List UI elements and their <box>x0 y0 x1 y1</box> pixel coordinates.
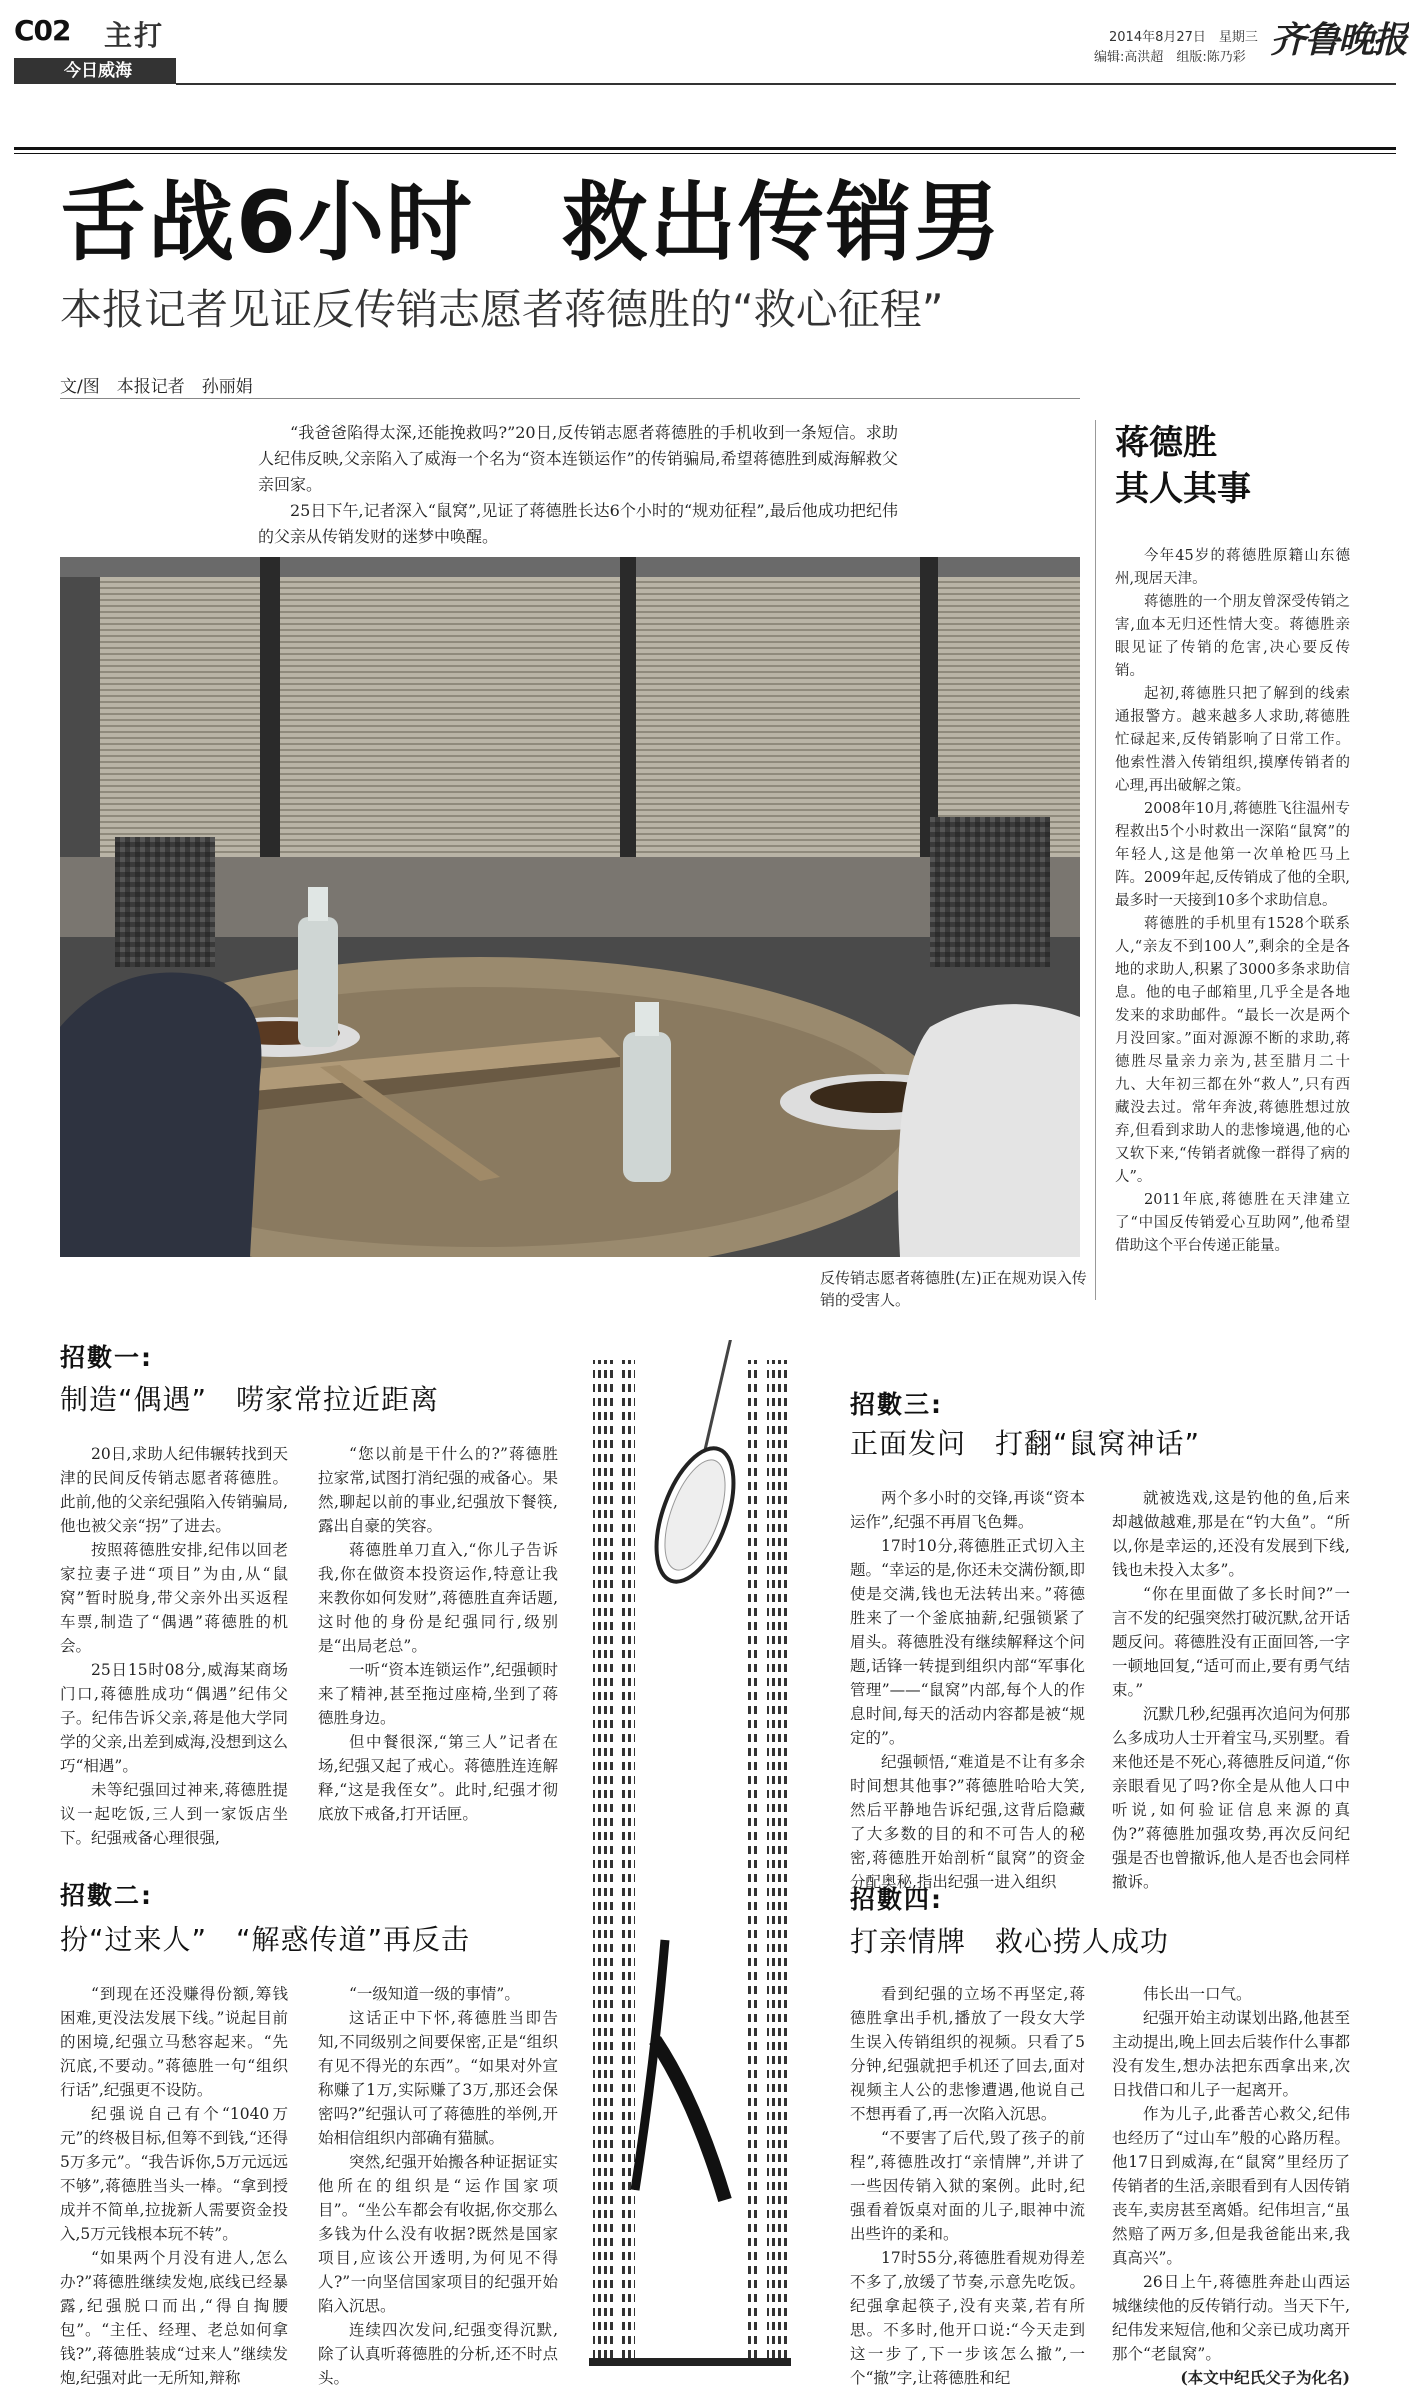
sidebar-title <box>1115 420 1251 512</box>
section-name: 主打 <box>104 19 165 52</box>
lead-paragraph: “我爸爸陷得太深,还能挽救吗?”20日,反传销志愿者蒋德胜的手机收到一条短信。求助人纪伟反映,父亲陷入了威海一个名为“资本连锁运作”的传销骗局,希望蒋德胜到威海解救父亲回家。 <box>258 423 898 494</box>
lead <box>258 420 898 550</box>
subsection-label: 今日威海 <box>64 61 132 81</box>
section-2-col-2 <box>318 1982 558 2390</box>
decorative-frame-graphic <box>585 1340 795 2370</box>
section-title-2: 扮“过来人” “解惑传道”再反击 <box>60 1923 471 1956</box>
body-paragraph: 就被选戏,这是钓他的鱼,后来却越做越难,那是在“钓大鱼”。“所以,你是幸运的,还没有发展到下线,钱也未投入太多”。 <box>1112 1489 1350 1579</box>
sidebar-paragraph: 蒋德胜的一个朋友曾深受传销之害,血本无归还性情大变。蒋德胜亲眼见证了传销的危害,决心要反传销。 <box>1115 594 1350 679</box>
body-paragraph: “您以前是干什么的?”蒋德胜拉家常,试图打消纪强的戒备心。果然,聊起以前的事业,纪强放下餐筷,露出自豪的笑容。 <box>318 1445 558 1535</box>
body-paragraph: 一听“资本连锁运作”,纪强顿时来了精神,甚至拖过座椅,坐到了蒋德胜身边。 <box>318 1661 558 1727</box>
headline: 舌战6小时 救出传销男 <box>60 173 1002 273</box>
body-paragraph: 沉默几秒,纪强再次追问为何那么多成功人士开着宝马,买别墅。看来他还是不死心,蒋德胜反问道,“你亲眼看见了吗?你全是从他人口中听说,如何验证信息来源的真伪?”蒋德胜加强攻势,再次反问纪强是否也曾撤诉,他人是否也会同样撤诉。 <box>1112 1705 1350 1891</box>
body-paragraph: 26日上午,蒋德胜奔赴山西运城继续他的反传销行动。当天下午,纪伟发来短信,他和父亲已成功离开那个“老鼠窝”。 <box>1112 2273 1350 2363</box>
byline-rule <box>60 398 1080 399</box>
body-paragraph: 未等纪强回过神来,蒋德胜提议一起吃饭,三人到一家饭店坐下。纪强戒备心理很强, <box>60 1781 288 1847</box>
section-tag-4: 招數四: <box>850 1885 943 1914</box>
body-paragraph: “如果两个月没有进人,怎么办?”蒋德胜继续发炮,底线已经暴露,纪强脱口而出,“得自掏腰包”。“主任、经理、老总如何拿钱?”,蒋德胜装成“过来人”继续发炮,纪强对此一无所知,辩称 <box>60 2249 288 2387</box>
section-1-col-2 <box>318 1442 558 1826</box>
sidebar-text <box>1115 545 1350 1258</box>
name-note: (本文中纪氏父子为化名) <box>1180 2368 1350 2387</box>
body-paragraph: 但中餐很深,“第三人”记者在场,纪强又起了戒心。蒋德胜连连解释,“这是我侄女”。此时,纪强才彻底放下戒备,打开话匣。 <box>318 1733 558 1823</box>
sidebar-title-line: 蒋德胜 <box>1115 423 1217 463</box>
body-paragraph: 看到纪强的立场不再坚定,蒋德胜拿出手机,播放了一段女大学生误入传销组织的视频。只看了5分钟,纪强就把手机还了回去,面对视频主人公的悲惨遭遇,他说自己不想再看了,再一次陷入沉思。 <box>850 1985 1085 2123</box>
section-3-col-1 <box>850 1486 1085 1894</box>
body-paragraph: 按照蒋德胜安排,纪伟以回老家拉妻子进“项目”为由,从“鼠窝”暂时脱身,带父亲外出买返程车票,制造了“偶遇”蒋德胜的机会。 <box>60 1541 288 1655</box>
body-paragraph: 伟长出一口气。 <box>1143 1985 1252 2003</box>
section-tag-1: 招數一: <box>60 1343 153 1372</box>
lead-paragraph: 25日下午,记者深入“鼠窝”,见证了蒋德胜长达6个小时的“规劝征程”,最后他成功把纪伟的父亲从传销发财的迷梦中唤醒。 <box>258 501 898 546</box>
body-paragraph: “不要害了后代,毁了孩子的前程”,蒋德胜改打“亲情牌”,并讲了一些因传销入狱的案例。此时,纪强看着饭桌对面的儿子,眼神中流出些许的柔和。 <box>850 2129 1085 2243</box>
section-1-col-1 <box>60 1442 288 1850</box>
body-paragraph: 25日15时08分,威海某商场门口,蒋德胜成功“偶遇”纪伟父子。纪伟告诉父亲,蒋是他大学同学的父亲,出差到威海,没想到这么巧“相遇”。 <box>60 1661 288 1775</box>
section-title-3: 正面发问 打翻“鼠窝神话” <box>850 1427 1201 1460</box>
body-paragraph: 17时55分,蒋德胜看规劝得差不多了,放缓了节奏,示意先吃饭。纪强拿起筷子,没有夹菜,若有所思。不多时,他开口说:“今天走到这一步了,下一步该怎么撤”,一个“撤”字,让蒋德胜和纪 <box>850 2249 1085 2387</box>
sidebar-paragraph: 今年45岁的蒋德胜原籍山东德州,现居天津。 <box>1115 548 1350 587</box>
section-3-col-2 <box>1112 1486 1350 1894</box>
section-2-col-1 <box>60 1982 288 2390</box>
body-paragraph: 两个多小时的交锋,再谈“资本运作”,纪强不再眉飞色舞。 <box>850 1489 1085 1531</box>
section-title-4: 打亲情牌 救心捞人成功 <box>850 1925 1170 1958</box>
page-code: C02 <box>14 14 71 47</box>
body-paragraph: 突然,纪强开始搬各种证据证实他所在的组织是“运作国家项目”。“坐公车都会有收据,你交那么多钱为什么没有收据?既然是国家项目,应该公开透明,为何见不得人?”一向坚信国家项目的纪强开始陷入沉思。 <box>318 2153 558 2315</box>
body-paragraph: “你在里面做了多长时间?”一言不发的纪强突然打破沉默,岔开话题反问。蒋德胜没有正面回答,一字一顿地回复,“适可而止,要有勇气结束。” <box>1112 1585 1350 1699</box>
sidebar-paragraph: 2008年10月,蒋德胜飞往温州专程救出5个小时救出一深陷“鼠窝”的年轻人,这是他第一次单枪匹马上阵。2009年起,反传销成了他的全职,最多时一天接到10多个求助信息。 <box>1115 801 1350 909</box>
body-paragraph: 纪强顿悟,“难道是不让有多余时间想其他事?”蒋德胜哈哈大笑,然后平静地告诉纪强,这背后隐藏了大多数的目的和不可告人的秘密,蒋德胜开始剖析“鼠窝”的资金分配奥秘,指出纪强一进入组织 <box>850 1753 1085 1891</box>
section-title-1: 制造“偶遇” 唠家常拉近距离 <box>60 1383 440 1416</box>
sidebar-paragraph: 蒋德胜的手机里有1528个联系人,“亲友不到100人”,剩余的全是各地的求助人,积累了3000多条求助信息。他的电子邮箱里,几乎全是各地发来的求助邮件。“最长一次是两个月没回家。”面对源源不断的求助,蒋德胜尽量亲力亲为,甚至腊月二十九、大年初三都在外“救人”,只有西藏没去过。常年奔波,蒋德胜想过放弃,但看到求助人的悲惨境遇,他的心又软下来,“传销者就像一群得了病的人”。 <box>1115 916 1350 1185</box>
byline: 文/图 本报记者 孙丽娟 <box>60 377 253 397</box>
section-4-col-2 <box>1112 1982 1350 2390</box>
body-paragraph: “到现在还没赚得份额,筹钱困难,更没法发展下线。”说起目前的困境,纪强立马愁容起来。“先沉底,不要动。”蒋德胜一句“组织行话”,纪强更不设防。 <box>60 1985 288 2099</box>
body-paragraph: 20日,求助人纪伟辗转找到天津的民间反传销志愿者蒋德胜。此前,他的父亲纪强陷入传销骗局,他也被父亲“拐”了进去。 <box>60 1445 288 1535</box>
photo-illustration <box>60 557 1080 1257</box>
sidebar-divider <box>1095 420 1096 1300</box>
body-paragraph: 连续四次发问,纪强变得沉默,除了认真听蒋德胜的分析,还不时点头。 <box>318 2321 558 2387</box>
sidebar-paragraph: 2011年底,蒋德胜在天津建立了“中国反传销爱心互助网”,他希望借助这个平台传递正能量。 <box>1115 1192 1350 1254</box>
body-paragraph: 蒋德胜单刀直入,“你儿子告诉我,你在做资本投资运作,特意让我来教你如何发财”,蒋德胜直奔话题,这时他的身份是纪强同行,级别是“出局老总”。 <box>318 1541 558 1655</box>
section-tag-3: 招數三: <box>850 1390 943 1419</box>
date-line: 2014年8月27日 星期三 <box>1109 30 1258 45</box>
news-photo <box>60 557 1080 1257</box>
sidebar-title-line: 其人其事 <box>1115 469 1251 509</box>
body-paragraph: 作为儿子,此番苦心救父,纪伟也经历了“过山车”般的心路历程。他17日到威海,在“鼠窝”里经历了传销者的生活,亲眼看到有人因传销丧车,卖房甚至离婚。纪伟坦言,“虽然赔了两万多,但是我爸能出来,我真高兴”。 <box>1112 2105 1350 2267</box>
sidebar-paragraph: 起初,蒋德胜只把了解到的线索通报警方。越来越多人求助,蒋德胜忙碌起来,反传销影响了日常工作。他索性潜入传销组织,摸摩传销者的心理,再出破解之策。 <box>1115 686 1350 794</box>
masthead-rule <box>176 83 1396 85</box>
subsection-bar <box>14 58 176 84</box>
section-tag-2: 招數二: <box>60 1881 153 1910</box>
body-paragraph: 这话正中下怀,蒋德胜当即告知,不同级别之间要保密,正是“组织有见不得光的东西”。“如果对外宣称赚了1万,实际赚了3万,那还会保密吗?”纪强认可了蒋德胜的举例,开始相信组织内部确有猫腻。 <box>318 2009 558 2147</box>
section-4-col-1 <box>850 1982 1085 2390</box>
top-double-rule <box>14 147 1396 150</box>
body-paragraph: 纪强说自己有个“1040万元”的终极目标,但筹不到钱,“还得5万多元”。“我告诉你,5万元远远不够”,蒋德胜当头一棒。“拿到授成并不简单,拉拢新人需要资金投入,5万元钱根本玩不转”。 <box>60 2105 288 2243</box>
body-paragraph: 纪强开始主动谋划出路,他甚至主动提出,晚上回去后装作什么事都没有发生,想办法把东西拿出来,次日找借口和儿子一起离开。 <box>1112 2009 1350 2099</box>
editors-line: 编辑:高洪超 组版:陈乃彩 <box>1094 50 1246 65</box>
top-double-rule-thin <box>14 153 1396 154</box>
subheadline: 本报记者见证反传销志愿者蒋德胜的“救心征程” <box>60 285 944 334</box>
paper-logo: 齐鲁晚报 <box>1270 19 1407 61</box>
body-paragraph: 17时10分,蒋德胜正式切入主题。“幸运的是,你还未交满份额,即使是交满,钱也无法转出来。”蒋德胜来了一个釜底抽薪,纪强锁紧了眉头。蒋德胜没有继续解释这个问题,话锋一转提到组织内部“军事化管理”——“鼠窝”内部,每个人的作息时间,每天的活动内容都是被“规定的”。 <box>850 1537 1085 1747</box>
body-paragraph: “一级知道一级的事情”。 <box>349 1985 520 2003</box>
center-illustration <box>585 1340 795 2370</box>
photo-caption: 反传销志愿者蒋德胜(左)正在规劝误入传销的受害人。 <box>820 1269 1087 1309</box>
